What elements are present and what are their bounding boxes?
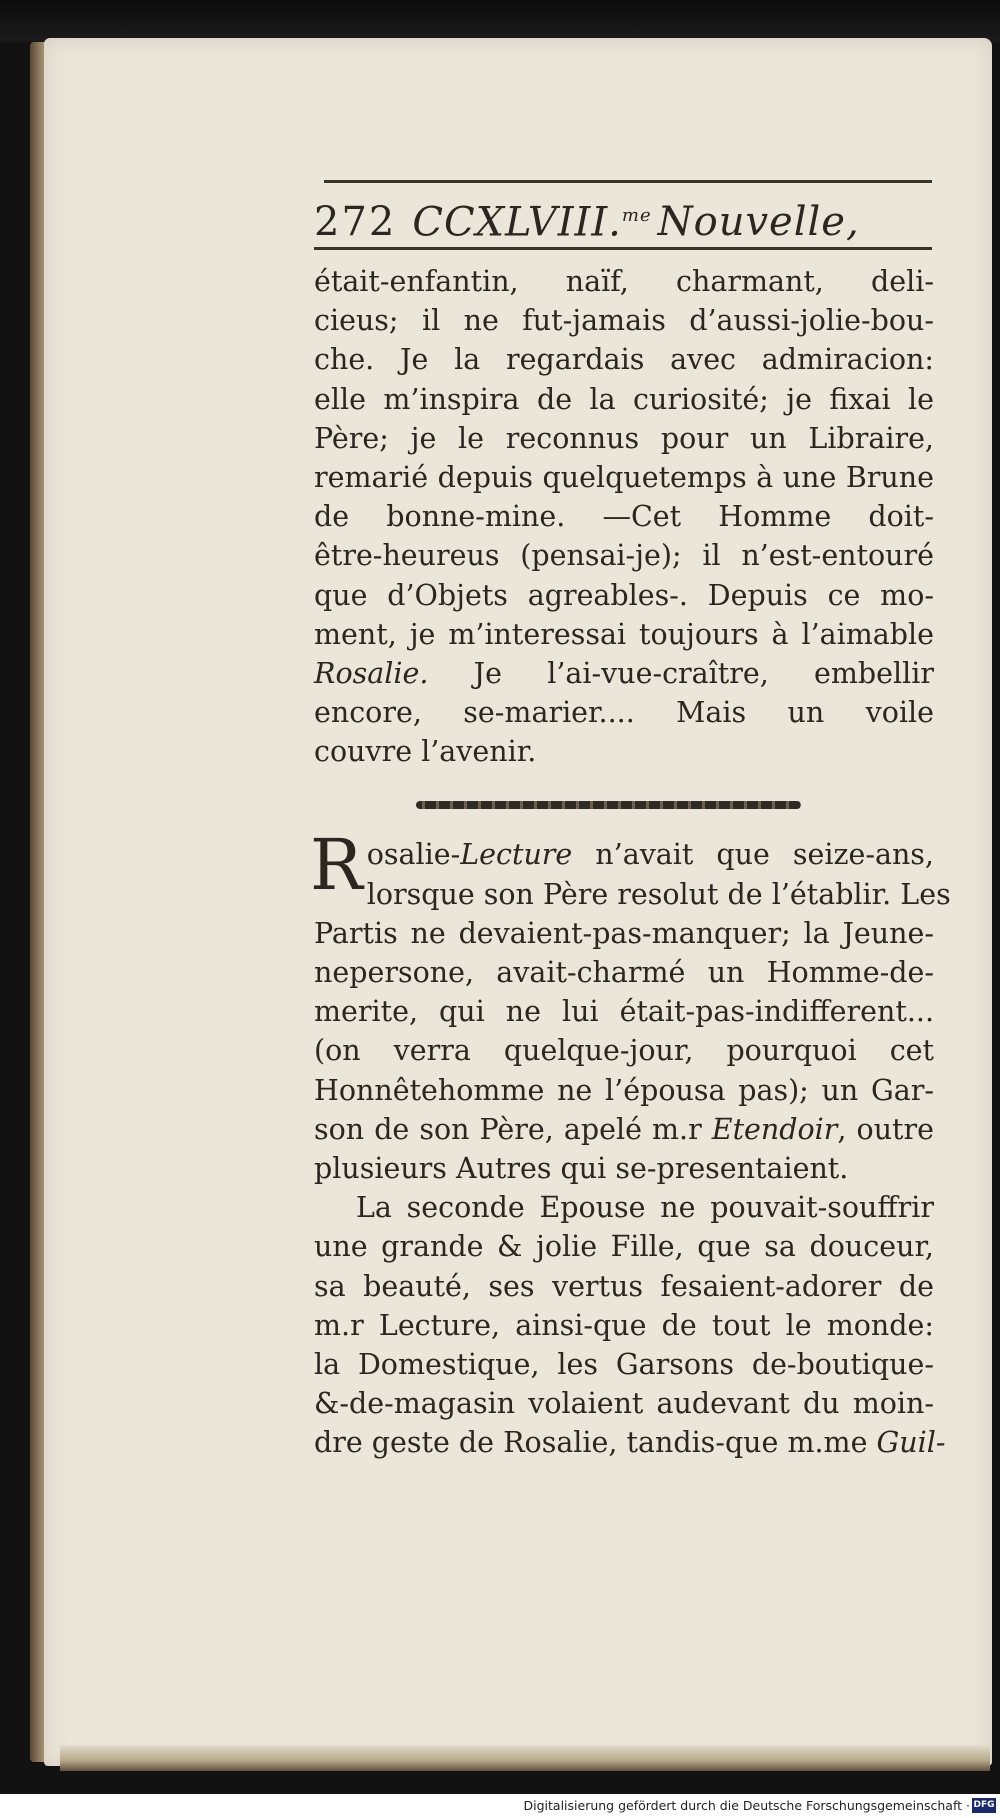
text-line: merite, qui ne lui était-pas-indifferent...: [314, 995, 934, 1029]
dfg-logo: DFG: [972, 1798, 996, 1813]
text-line: [314, 1423, 946, 1462]
text-line: nepersone, avait-charmé un Homme-de-: [314, 956, 934, 989]
ornamental-divider: [416, 801, 801, 809]
paragraph-opening: [310, 824, 951, 1188]
title-roman: CCXLVIII.: [412, 199, 622, 246]
paragraph-continued: [314, 262, 934, 771]
text-line: couvre l’avenir.: [314, 735, 537, 769]
text-line: de bonne-mine. —Cet Homme doit-: [314, 500, 934, 534]
title-sup: me: [621, 205, 652, 226]
text-run: Je l’ai-vue-craître, embellir: [428, 656, 934, 690]
text-line: &-de-magasin volaient audevant du moin-: [314, 1387, 934, 1421]
header-top-rule: [324, 180, 932, 183]
scan-top-edge: [0, 0, 1000, 42]
running-header: [314, 189, 934, 246]
text-line: lorsque son Père resolut de l’établir. Les: [366, 877, 951, 911]
text-line: la Domestique, les Garsons de-boutique-: [314, 1347, 934, 1381]
italic-name: Etendoir: [711, 1112, 838, 1146]
text-run: son de son Père, apelé m.r: [314, 1112, 712, 1146]
italic-name: Lecture: [460, 838, 573, 872]
page-bottom-edge: [60, 1745, 990, 1771]
text-line: plusieurs Autres qui se-presentaient.: [314, 1151, 849, 1185]
text-line: que d’Objets agreables-. Depuis ce mo-: [314, 578, 934, 612]
text-run: , outre: [837, 1112, 934, 1146]
text-line: était-enfantin, naïf, charmant, deli-: [314, 265, 934, 298]
paragraph-second: [314, 1188, 946, 1462]
text-run: n’avait que seize-ans,: [572, 838, 934, 872]
text-line: Partis ne devaient-pas-manquer; la Jeune-: [314, 916, 934, 950]
text-line: Honnêtehomme ne l’épousa pas); un Gar-: [314, 1073, 934, 1107]
drop-cap: R: [310, 824, 363, 907]
text-line: Père; je le reconnus pour un Libraire,: [314, 421, 934, 455]
title-word: Nouvelle,: [657, 199, 860, 246]
text-block: [310, 180, 951, 1462]
text-run: osalie-: [366, 838, 461, 872]
italic-name: Guil-: [876, 1426, 946, 1460]
text-line: (on verra quelque-jour, pourquoi cet: [314, 1034, 934, 1068]
text-line: être-heureus (pensai-je); il n’est-entouré: [314, 539, 934, 573]
text-line: [314, 835, 934, 874]
running-title: [412, 189, 859, 249]
text-line: [314, 654, 934, 693]
italic-name: Rosalie.: [314, 656, 429, 690]
text-line: m.r Lecture, ainsi-que de tout le monde:: [314, 1308, 934, 1342]
text-line: ment, je m’interessai toujours à l’aimable: [314, 617, 934, 651]
text-line: remarié depuis quelquetemps à une Brune: [314, 460, 934, 494]
text-line: sa beauté, ses vertus fesaient-adorer de: [314, 1269, 934, 1303]
text-line: encore, se-marier.... Mais un voile: [314, 696, 934, 730]
text-line: [314, 1110, 934, 1149]
text-line: cieus; il ne fut-jamais d’aussi-jolie-bou-: [314, 304, 934, 338]
text-run: dre geste de Rosalie, tandis-que m.me: [314, 1426, 877, 1460]
page-number: 272: [314, 199, 397, 246]
text-line: elle m’inspira de la curiosité; je fixai le: [314, 382, 934, 416]
text-line: La seconde Epouse ne pouvait-souffrir: [356, 1191, 934, 1225]
text-line: une grande & jolie Fille, que sa douceur,: [314, 1230, 934, 1264]
text-line: che. Je la regardais avec admiracion:: [314, 343, 934, 377]
digitization-credit: Digitalisierung gefördert durch die Deutsche Forschungsgemeinschaft ·: [523, 1798, 970, 1813]
